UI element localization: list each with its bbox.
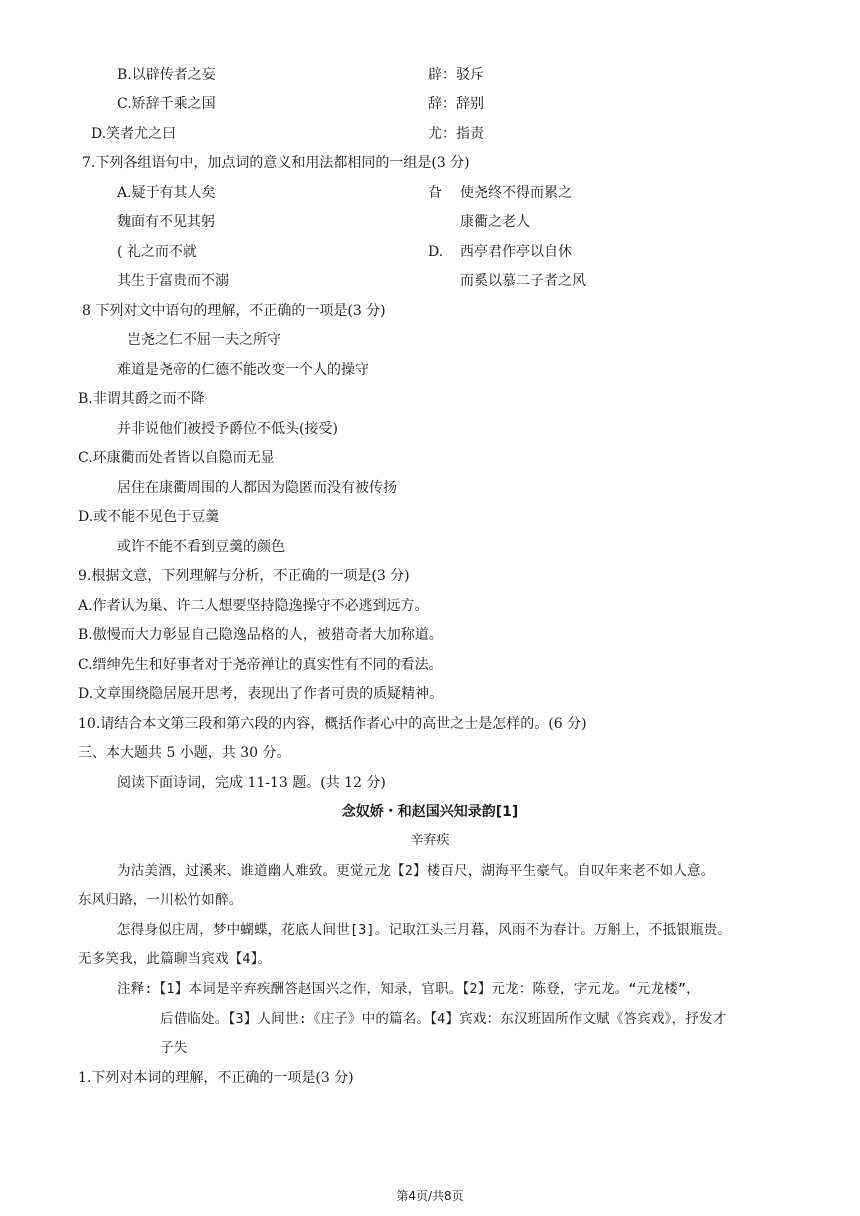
q7-option-c-2: 其生于富贵而不溺 <box>117 273 229 289</box>
q9-option-a: A.作者认为巢、许二人想要坚持隐逸操守不必逃到远方。 <box>78 598 429 614</box>
q7-option-a-1: A.疑于有其人矣 <box>117 185 216 201</box>
poem-stanza-1-line-1: 为沽美酒，过溪来、谁道幽人难致。更觉元龙【2】楼百尺，湖海平生豪气。自叹年来老不如人意。 <box>117 863 715 879</box>
q6-option-b-gloss: 辟：驳斥 <box>428 67 484 83</box>
q8-option-a-translation: 难道是尧帝的仁德不能改变一个人的操守 <box>117 362 369 378</box>
q6-option-b: B.以辟传者之妄 <box>117 67 216 83</box>
q8-option-d-text: D.或不能不见色于豆羹 <box>78 509 220 525</box>
q7-option-a-2: 魏面有不见其躬 <box>117 214 215 230</box>
q7-option-b-1: 使尧终不得而累之 <box>460 185 572 201</box>
q9-stem: 9.根据文意，下列理解与分析，不正确的一项是(3 分) <box>78 568 410 584</box>
reading-intro: 阅读下面诗词，完成 11-13 题。(共 12 分) <box>117 775 386 791</box>
q7-option-d-1: 西亭君作亭以自休 <box>460 244 572 260</box>
q6-option-d: D.笑者尤之曰 <box>91 126 177 142</box>
q7-option-d-marker: D. <box>428 244 444 260</box>
q8-stem: 8 下列对文中语句的理解，不正确的一项是(3 分) <box>82 303 386 319</box>
poem-author: 辛弃疾 <box>410 833 450 848</box>
q8-option-a-text: 岂尧之仁不屈一夫之所守 <box>127 332 281 348</box>
poem-notes-line-1: 注释:【1】本词是辛弃疾酬答赵国兴之作，知录，官职。【2】元龙：陈登，字元龙。“元龙楼”， <box>117 981 700 997</box>
q8-option-b-text: B.非谓其爵之而不降 <box>78 391 205 407</box>
q9-option-d: D.文章围绕隐居展开思考，表现出了作者可贵的质疑精神。 <box>78 686 444 702</box>
section-3-heading: 三、本大题共 5 小题，共 30 分。 <box>78 745 291 761</box>
q6-option-c-gloss: 辞：辞别 <box>428 96 484 112</box>
q7-stem: 7.下列各组语句中，加点词的意义和用法都相同的一组是(3 分) <box>82 155 470 171</box>
page-number: 第4页/共8页 <box>396 1189 464 1203</box>
q8-option-c-translation: 居住在康衢周围的人都因为隐匿而没有被传扬 <box>117 480 397 496</box>
poem-notes-line-3: 子失 <box>160 1040 188 1056</box>
poem-stanza-2-line-2: 无多笑我，此篇聊当宾戏【4】。 <box>78 951 272 967</box>
poem-stanza-2-line-1: 怎得身似庄周，梦中蝴蝶，花底人间世[3]。记取江头三月暮，风雨不为春计。万斛上，不抵银瓶贵。 <box>117 922 732 938</box>
q7-option-c-1: ( 礼之而不就 <box>117 244 197 260</box>
q8-option-b-translation: 并非说他们被授予爵位不低头(接受) <box>117 421 338 437</box>
q6-option-d-gloss: 尤：指责 <box>428 126 484 142</box>
q6-option-c: C.矫辞千乘之国 <box>117 96 216 112</box>
poem-notes-line-2: 后借临处。【3】人间世:《庄子》中的篇名。【4】宾戏：东汉班固所作文赋《答宾戏》，抒发才 <box>160 1011 727 1027</box>
q7-option-b-marker: 旮 <box>428 185 442 201</box>
q9-option-b: B.傲慢而大力彰显自己隐逸品格的人，被猎奇者大加称道。 <box>78 627 443 643</box>
q8-option-c-text: C.环康衢而处者皆以自隐而无显 <box>78 450 275 466</box>
q9-option-c: C.缙绅先生和好事者对于尧帝禅让的真实性有不同的看法。 <box>78 657 443 673</box>
q11-stem: 1.下列对本词的理解，不正确的一项是(3 分) <box>78 1070 354 1086</box>
q7-option-b-2: 康衢之老人 <box>460 214 530 230</box>
q7-option-d-2: 而奚以慕二子者之风 <box>460 273 586 289</box>
q10-stem: 10.请结合本文第三段和第六段的内容，概括作者心中的高世之士是怎样的。(6 分) <box>78 716 587 732</box>
poem-title: 念奴娇・和赵国兴知录韵[1] <box>341 804 519 820</box>
q8-option-d-translation: 或许不能不看到豆羹的颜色 <box>117 539 285 555</box>
poem-stanza-1-line-2: 东风归路，一川松竹如醉。 <box>78 892 243 908</box>
